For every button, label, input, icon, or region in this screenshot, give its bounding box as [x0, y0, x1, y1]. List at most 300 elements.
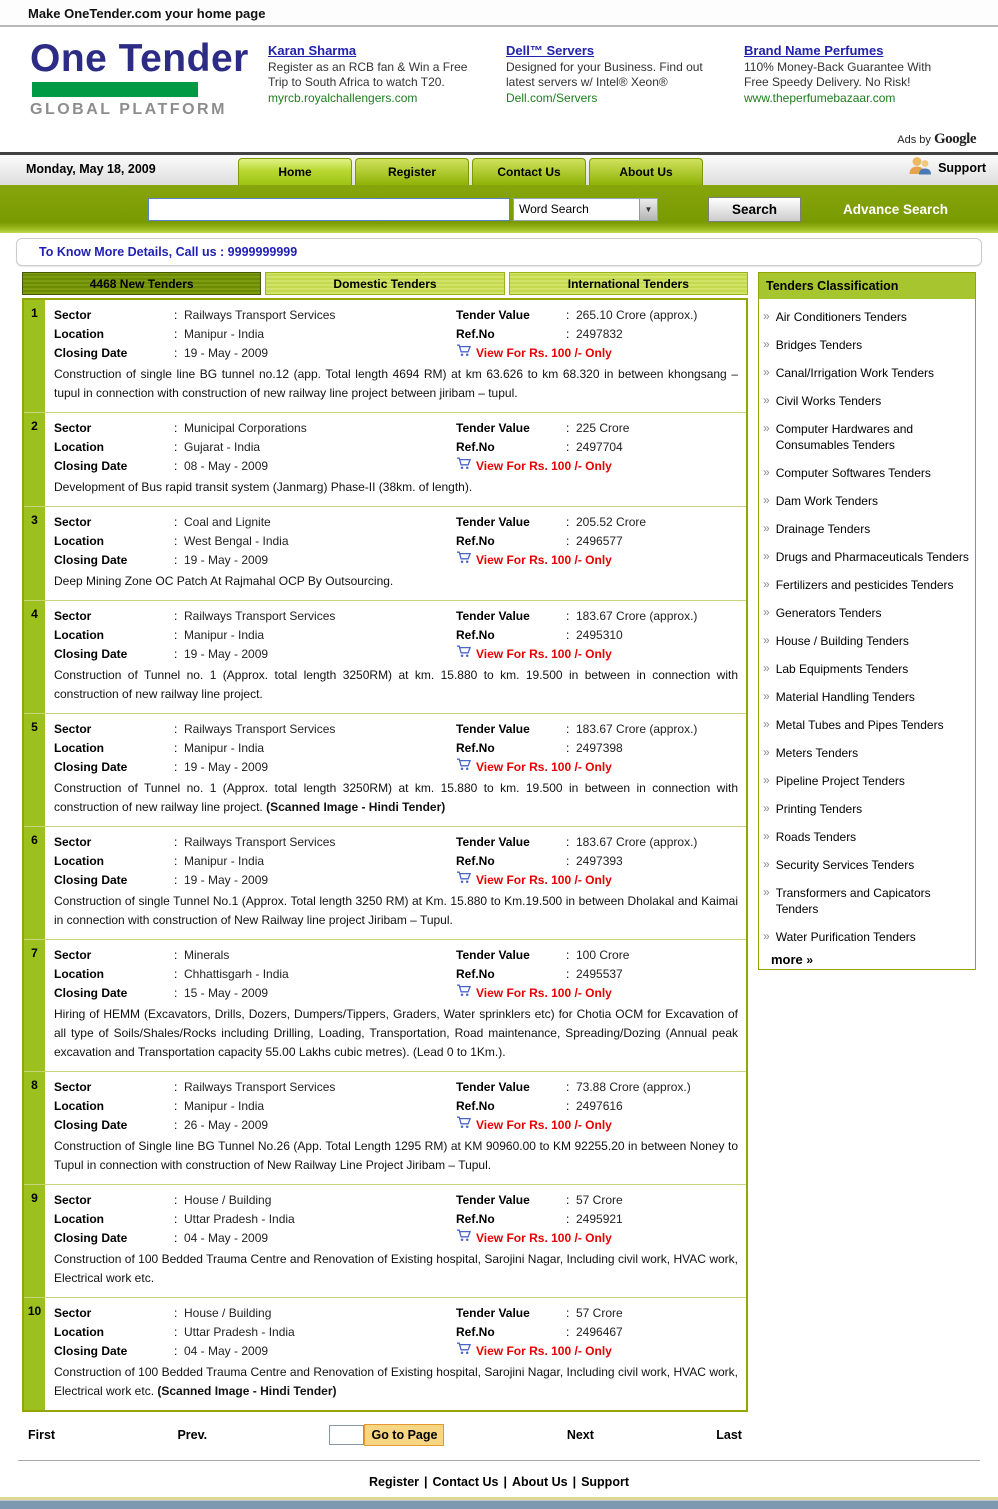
tender-value-label: Tender Value [456, 1193, 530, 1207]
nav-tab-about-us[interactable]: About Us [589, 158, 703, 185]
colon: : [566, 967, 570, 981]
ref-no-label: Ref.No [456, 440, 495, 454]
ad-title-link[interactable]: Karan Sharma [268, 43, 357, 58]
logo-green-bar [32, 82, 198, 97]
view-tender-link[interactable] [456, 1342, 738, 1361]
colon: : [566, 722, 570, 736]
more-label: more [771, 952, 803, 967]
tender-row [24, 1298, 746, 1410]
view-tender-link[interactable] [456, 344, 738, 363]
tender-body [45, 507, 746, 600]
colon: : [566, 1099, 570, 1113]
ad-text: Free Speedy Delivery. No Risk! [744, 75, 911, 89]
footer-link-contact-us[interactable]: Contact Us [432, 1475, 499, 1489]
classification-item-label: Computer Softwares Tenders [775, 466, 931, 480]
classification-item-metal-tubes-and-pipes-tenders[interactable] [761, 711, 973, 739]
ad-title-link[interactable]: Dell™ Servers [506, 43, 595, 58]
colon: : [174, 515, 178, 529]
view-tender-label: View For Rs. 100 /- Only [476, 1344, 612, 1358]
closing-date-label: Closing Date [54, 1118, 128, 1132]
cart-icon [456, 1116, 471, 1135]
sector-label: Sector [54, 1193, 92, 1207]
view-tender-link[interactable] [456, 1116, 738, 1135]
ref-no-label: Ref.No [456, 1212, 495, 1226]
sector-label: Sector [54, 1306, 92, 1320]
colon: : [174, 1118, 178, 1132]
closing-date-label: Closing Date [54, 346, 128, 360]
footer-links [0, 1461, 998, 1497]
colon: : [566, 1325, 570, 1339]
classification-item-fertilizers-and-pesticides-tenders[interactable] [761, 571, 973, 599]
colon: : [174, 873, 178, 887]
colon: : [566, 628, 570, 642]
tender-number: 7 [24, 940, 45, 1071]
classification-item-label: Material Handling Tenders [775, 690, 915, 704]
classification-item-printing-tenders[interactable] [761, 795, 973, 823]
location-label: Location [54, 1099, 104, 1113]
tender-row [24, 827, 746, 940]
closing-date-label: Closing Date [54, 1344, 128, 1358]
location-label: Location [54, 628, 104, 642]
closing-date-value: 15 - May - 2009 [184, 986, 269, 1000]
ref-no-value: 2496577 [576, 534, 623, 548]
colon: : [174, 440, 178, 454]
ref-no-label: Ref.No [456, 1325, 495, 1339]
classification-item-canal-irrigation-work-tenders[interactable] [761, 359, 973, 387]
classification-item-label: Pipeline Project Tenders [775, 774, 905, 788]
tender-description: Construction of Tunnel no. 1 (Approx. total length 3250RM) at km. 15.880 to km. 19.500 in between in connection with construction of new railway line project. (Scanned Image - Hindi Tender) [54, 781, 738, 814]
classification-item-air-conditioners-tenders[interactable] [761, 303, 973, 331]
sector-label: Sector [54, 421, 92, 435]
view-tender-label: View For Rs. 100 /- Only [476, 986, 612, 1000]
classification-item-label: Air Conditioners Tenders [775, 310, 907, 324]
classification-item-pipeline-project-tenders[interactable] [761, 767, 973, 795]
location-label: Location [54, 440, 104, 454]
colon: : [174, 647, 178, 661]
colon: : [174, 854, 178, 868]
closing-date-label: Closing Date [54, 873, 128, 887]
view-tender-link[interactable] [456, 984, 738, 1003]
sector-value: House / Building [184, 1193, 272, 1207]
search-type-select[interactable] [513, 198, 658, 221]
footer [0, 1446, 998, 1509]
tender-description: Development of Bus rapid transit system (Janmarg) Phase-II (38km. of length). [54, 480, 473, 494]
classification-item-house-building-tenders[interactable] [761, 627, 973, 655]
chevron-down-icon: ▼ [639, 199, 657, 220]
sector-label: Sector [54, 948, 92, 962]
tender-number: 1 [24, 300, 45, 412]
goto-page-input[interactable] [329, 1425, 364, 1445]
location-label: Location [54, 327, 104, 341]
ad [268, 43, 506, 127]
colon: : [174, 948, 178, 962]
ref-no-label: Ref.No [456, 628, 495, 642]
tender-description: Construction of Single line BG Tunnel No.26 (App. Total Length 1295 RM) at KM 90960.00 to KM 92255.20 in between Noney to Tupul in connection with construction of New Railway Line Project Jiribam – Tupul. [54, 1139, 738, 1172]
colon: : [174, 760, 178, 774]
search-input[interactable] [148, 198, 510, 221]
classification-item-drainage-tenders[interactable] [761, 515, 973, 543]
tender-value: 183.67 Crore (approx.) [576, 722, 698, 736]
colon: : [174, 1231, 178, 1245]
location-value: Manipur - India [184, 628, 265, 642]
nav-tabs [238, 158, 703, 185]
tender-description: Hiring of HEMM (Excavators, Drills, Dozers, Dumpers/Tippers, Graders, Water sprinklers etc) for Chotia OCM for Excavation of all type of Soils/Shales/Rocks including Drilling, Loading, Transportation, Road maintenance, Spreading/Dozing (Annual peak excavation and Transportation capacity 55.00 Lakhs cubic metres). (Lead 0 to 1Km.). [54, 1007, 738, 1059]
view-tender-label: View For Rs. 100 /- Only [476, 647, 612, 661]
closing-date-value: 19 - May - 2009 [184, 760, 269, 774]
classification-item-label: Dam Work Tenders [775, 494, 878, 508]
classification-item-transformers-and-capicators-tenders[interactable] [761, 879, 973, 923]
info-bar-wrap [0, 233, 998, 268]
closing-date-label: Closing Date [54, 760, 128, 774]
sector-label: Sector [54, 1080, 92, 1094]
colon: : [566, 854, 570, 868]
tender-row [24, 1185, 746, 1298]
footer-blue-bar [0, 1500, 998, 1509]
tender-value: 225 Crore [576, 421, 630, 435]
sector-value: House / Building [184, 1306, 272, 1320]
goto-page-group [329, 1424, 444, 1446]
tender-row [24, 601, 746, 714]
view-tender-label: View For Rs. 100 /- Only [476, 346, 612, 360]
sector-value: Coal and Lignite [184, 515, 271, 529]
logo[interactable] [30, 39, 262, 127]
ad-url-link[interactable]: myrcb.royalchallengers.com [268, 91, 418, 105]
tender-body [45, 940, 746, 1071]
colon: : [174, 308, 178, 322]
ad-text: Designed for your Business. Find out [506, 60, 703, 74]
support-link[interactable] [906, 156, 986, 180]
sector-value: Railways Transport Services [184, 835, 336, 849]
tender-value: 183.67 Crore (approx.) [576, 835, 698, 849]
view-tender-label: View For Rs. 100 /- Only [476, 873, 612, 887]
tender-tab-international-tenders[interactable]: International Tenders [509, 272, 748, 295]
cart-icon [456, 551, 471, 570]
tender-value-label: Tender Value [456, 835, 530, 849]
logo-title: One Tender [30, 37, 249, 80]
ad [744, 43, 982, 127]
tender-list-tabs [22, 272, 748, 295]
closing-date-value: 19 - May - 2009 [184, 553, 269, 567]
colon: : [174, 1193, 178, 1207]
double-arrow-icon: » [763, 365, 770, 379]
classification-item-label: Meters Tenders [775, 746, 859, 760]
double-arrow-icon: » [763, 633, 770, 647]
view-tender-label: View For Rs. 100 /- Only [476, 1231, 612, 1245]
ad-text: Register as an RCB fan & Win a Free [268, 60, 468, 74]
tender-body [45, 601, 746, 713]
pagination-last[interactable]: Last [716, 1428, 742, 1442]
view-tender-link[interactable] [456, 645, 738, 664]
double-arrow-icon: » [763, 745, 770, 759]
closing-date-label: Closing Date [54, 1231, 128, 1245]
sector-label: Sector [54, 308, 92, 322]
goto-page-button[interactable]: Go to Page [364, 1424, 444, 1446]
view-tender-link[interactable] [456, 457, 738, 476]
footer-link-support[interactable]: Support [581, 1475, 629, 1489]
tender-row [24, 507, 746, 601]
tender-tab-4468-new-tenders[interactable]: 4468 New Tenders [22, 272, 261, 295]
classification-sidebar [758, 272, 976, 970]
ref-no-label: Ref.No [456, 854, 495, 868]
tender-row [24, 714, 746, 827]
tender-value-label: Tender Value [456, 421, 530, 435]
double-arrow-icon: » [763, 773, 770, 787]
info-bar: To Know More Details, Call us : 9999999999 [16, 238, 982, 266]
pagination-prev[interactable]: Prev. [177, 1428, 208, 1442]
double-arrow-icon: » [763, 577, 770, 591]
content [0, 268, 998, 1446]
location-value: Uttar Pradesh - India [184, 1325, 295, 1339]
location-label: Location [54, 967, 104, 981]
double-arrow-icon: » [763, 885, 770, 899]
tender-description: Construction of single line BG tunnel no.12 (app. Total length 4694 RM) at km 63.626 to km 68.320 in between khongsang – tupul in connection with construction of new railway line project between jiribam – tupul. [54, 367, 738, 400]
tender-body [45, 714, 746, 826]
tender-value-label: Tender Value [456, 722, 530, 736]
classification-item-bridges-tenders[interactable] [761, 331, 973, 359]
double-arrow-icon: » [763, 829, 770, 843]
location-value: Gujarat - India [184, 440, 261, 454]
classification-item-material-handling-tenders[interactable] [761, 683, 973, 711]
colon: : [174, 741, 178, 755]
cart-icon [456, 645, 471, 664]
tender-row [24, 300, 746, 413]
tender-number: 9 [24, 1185, 45, 1297]
double-arrow-icon: » [763, 661, 770, 675]
tender-value: 265.10 Crore (approx.) [576, 308, 698, 322]
double-arrow-icon: » [763, 689, 770, 703]
sector-value: Railways Transport Services [184, 1080, 336, 1094]
classification-item-label: Computer Hardwares and Consumables Tenders [775, 422, 914, 452]
ref-no-label: Ref.No [456, 967, 495, 981]
colon: : [566, 609, 570, 623]
tender-description: Deep Mining Zone OC Patch At Rajmahal OCP By Outsourcing. [54, 574, 394, 588]
classification-item-civil-works-tenders[interactable] [761, 387, 973, 415]
colon: : [174, 553, 178, 567]
colon: : [174, 967, 178, 981]
advance-search-link[interactable]: Advance Search [843, 201, 949, 217]
colon: : [566, 327, 570, 341]
pagination-first[interactable]: First [28, 1428, 56, 1442]
search-button[interactable]: Search [708, 197, 801, 222]
sector-value: Railways Transport Services [184, 308, 336, 322]
pagination-next[interactable]: Next [566, 1428, 594, 1442]
nav-tab-home[interactable]: Home [238, 158, 352, 185]
cart-icon [456, 344, 471, 363]
cart-icon [456, 1342, 471, 1361]
ad-url-link[interactable]: www.theperfumebazaar.com [744, 91, 896, 105]
classification-item-label: Metal Tubes and Pipes Tenders [775, 718, 944, 732]
classification-item-drugs-and-pharmaceuticals-tenders[interactable] [761, 543, 973, 571]
colon: : [174, 1325, 178, 1339]
nav-tab-register[interactable]: Register [355, 158, 469, 185]
ref-no-value: 2497393 [576, 854, 623, 868]
colon: : [174, 346, 178, 360]
double-arrow-icon: » [763, 393, 770, 407]
view-tender-link[interactable] [456, 1229, 738, 1248]
view-tender-link[interactable] [456, 551, 738, 570]
tender-description: Construction of 100 Bedded Trauma Centre and Renovation of Existing hospital, Sarojini Nagar, Including civil work, HVAC work, Electrical work etc. (Scanned Image - Hindi Tender) [54, 1365, 738, 1398]
location-label: Location [54, 1212, 104, 1226]
double-arrow-icon: » [763, 857, 770, 871]
tender-value: 205.52 Crore [576, 515, 647, 529]
double-arrow-icon: » [763, 337, 770, 351]
colon: : [174, 1212, 178, 1226]
footer-link-about-us[interactable]: About Us [512, 1475, 568, 1489]
colon: : [566, 534, 570, 548]
tender-description: Construction of Tunnel no. 1 (Approx. total length 3250RM) at km. 15.880 to km. 19.500 in between in connection with construction of new railway line project. [54, 668, 738, 701]
tender-body [45, 300, 746, 412]
classification-item-meters-tenders[interactable] [761, 739, 973, 767]
classification-item-computer-softwares-tenders[interactable] [761, 459, 973, 487]
tender-row [24, 413, 746, 507]
footer-separator: | [503, 1475, 508, 1489]
classification-item-computer-hardwares-and-consumables-tende[interactable] [761, 415, 973, 459]
tender-number: 3 [24, 507, 45, 600]
closing-date-label: Closing Date [54, 647, 128, 661]
tender-value-label: Tender Value [456, 515, 530, 529]
sector-label: Sector [54, 515, 92, 529]
closing-date-value: 19 - May - 2009 [184, 346, 269, 360]
double-arrow-icon: » [763, 421, 770, 435]
tender-value: 100 Crore [576, 948, 630, 962]
tender-number: 5 [24, 714, 45, 826]
colon: : [174, 459, 178, 473]
tender-body [45, 1298, 746, 1410]
ad-text: 110% Money-Back Guarantee With [744, 60, 932, 74]
ref-no-value: 2496467 [576, 1325, 623, 1339]
ref-no-value: 2497832 [576, 327, 623, 341]
tender-tab-domestic-tenders[interactable]: Domestic Tenders [265, 272, 504, 295]
tender-value-label: Tender Value [456, 308, 530, 322]
make-homepage-link[interactable]: Make OneTender.com your home page [0, 0, 998, 27]
closing-date-label: Closing Date [54, 459, 128, 473]
double-arrow-icon: » [763, 493, 770, 507]
logo-subtitle: GLOBAL PLATFORM [30, 101, 227, 118]
tender-list-section [22, 272, 748, 1446]
tender-value-label: Tender Value [456, 609, 530, 623]
view-tender-label: View For Rs. 100 /- Only [476, 1118, 612, 1132]
cart-icon [456, 457, 471, 476]
sector-label: Sector [54, 609, 92, 623]
colon: : [174, 1344, 178, 1358]
colon: : [566, 1306, 570, 1320]
sector-value: Municipal Corporations [184, 421, 307, 435]
classification-item-dam-work-tenders[interactable] [761, 487, 973, 515]
closing-date-value: 08 - May - 2009 [184, 459, 269, 473]
closing-date-value: 19 - May - 2009 [184, 647, 269, 661]
more-link[interactable] [759, 944, 825, 979]
colon: : [566, 515, 570, 529]
support-people-icon [906, 156, 933, 180]
view-tender-link[interactable] [456, 871, 738, 890]
classification-header: Tenders Classification [759, 273, 975, 299]
view-tender-link[interactable] [456, 758, 738, 777]
location-label: Location [54, 741, 104, 755]
double-arrow-icon: » [763, 309, 770, 323]
ref-no-label: Ref.No [456, 1099, 495, 1113]
classification-item-security-services-tenders[interactable] [761, 851, 973, 879]
view-tender-label: View For Rs. 100 /- Only [476, 459, 612, 473]
current-date: Monday, May 18, 2009 [26, 162, 156, 176]
colon: : [174, 722, 178, 736]
colon: : [566, 1212, 570, 1226]
google-logo: Google [934, 131, 976, 147]
classification-item-label: Civil Works Tenders [775, 394, 882, 408]
classification-item-generators-tenders[interactable] [761, 599, 973, 627]
navbar [0, 152, 998, 185]
colon: : [174, 1306, 178, 1320]
colon: : [174, 1080, 178, 1094]
ad-text: Trip to South Africa to watch T20. [268, 75, 445, 89]
location-label: Location [54, 534, 104, 548]
location-value: Manipur - India [184, 1099, 265, 1113]
classification-item-label: Printing Tenders [775, 802, 863, 816]
location-value: Manipur - India [184, 854, 265, 868]
classification-item-lab-equipments-tenders[interactable] [761, 655, 973, 683]
colon: : [566, 741, 570, 755]
colon: : [566, 1080, 570, 1094]
colon: : [566, 1193, 570, 1207]
classification-item-roads-tenders[interactable] [761, 823, 973, 851]
tender-number: 10 [24, 1298, 45, 1410]
tender-value-label: Tender Value [456, 1306, 530, 1320]
tender-value-label: Tender Value [456, 948, 530, 962]
tender-list [22, 298, 748, 1412]
sector-value: Railways Transport Services [184, 722, 336, 736]
cart-icon [456, 871, 471, 890]
double-arrow-icon: » [763, 717, 770, 731]
classification-item-label: Fertilizers and pesticides Tenders [775, 578, 954, 592]
colon: : [566, 440, 570, 454]
classification-item-label: Drainage Tenders [775, 522, 871, 536]
footer-separator: | [572, 1475, 577, 1489]
classification-item-label: Transformers and Capicators Tenders [775, 886, 931, 916]
location-label: Location [54, 1325, 104, 1339]
classification-item-label: House / Building Tenders [775, 634, 909, 648]
classification-list [759, 299, 975, 951]
classification-item-label: Roads Tenders [775, 830, 857, 844]
location-value: Chhattisgarh - India [184, 967, 289, 981]
ad-url-link[interactable]: Dell.com/Servers [506, 91, 598, 105]
classification-item-label: Bridges Tenders [775, 338, 863, 352]
colon: : [566, 421, 570, 435]
view-tender-label: View For Rs. 100 /- Only [476, 553, 612, 567]
footer-link-register[interactable]: Register [369, 1475, 420, 1489]
tender-row [24, 1072, 746, 1185]
ad-section [268, 39, 982, 127]
tender-value: 57 Crore [576, 1193, 623, 1207]
ad-text: latest servers w/ Intel® Xeon® [506, 75, 668, 89]
ad-title-link[interactable]: Brand Name Perfumes [744, 43, 884, 58]
closing-date-value: 04 - May - 2009 [184, 1344, 269, 1358]
colon: : [174, 835, 178, 849]
colon: : [174, 327, 178, 341]
ads-by-label: Ads by [897, 134, 931, 146]
tender-body [45, 1072, 746, 1184]
closing-date-label: Closing Date [54, 986, 128, 1000]
tender-description: Construction of 100 Bedded Trauma Centre and Renovation of Existing hospital, Sarojini Nagar, Including civil work, HVAC work, Electrical work etc. [54, 1252, 738, 1285]
classification-item-label: Lab Equipments Tenders [775, 662, 909, 676]
ref-no-value: 2497704 [576, 440, 623, 454]
search-type-value: Word Search [519, 202, 589, 216]
classification-item-label: Water Purification Tenders [775, 930, 916, 944]
nav-tab-contact-us[interactable]: Contact Us [472, 158, 586, 185]
location-value: Manipur - India [184, 327, 265, 341]
closing-date-value: 26 - May - 2009 [184, 1118, 269, 1132]
tender-body [45, 413, 746, 506]
cart-icon [456, 1229, 471, 1248]
ref-no-value: 2497398 [576, 741, 623, 755]
